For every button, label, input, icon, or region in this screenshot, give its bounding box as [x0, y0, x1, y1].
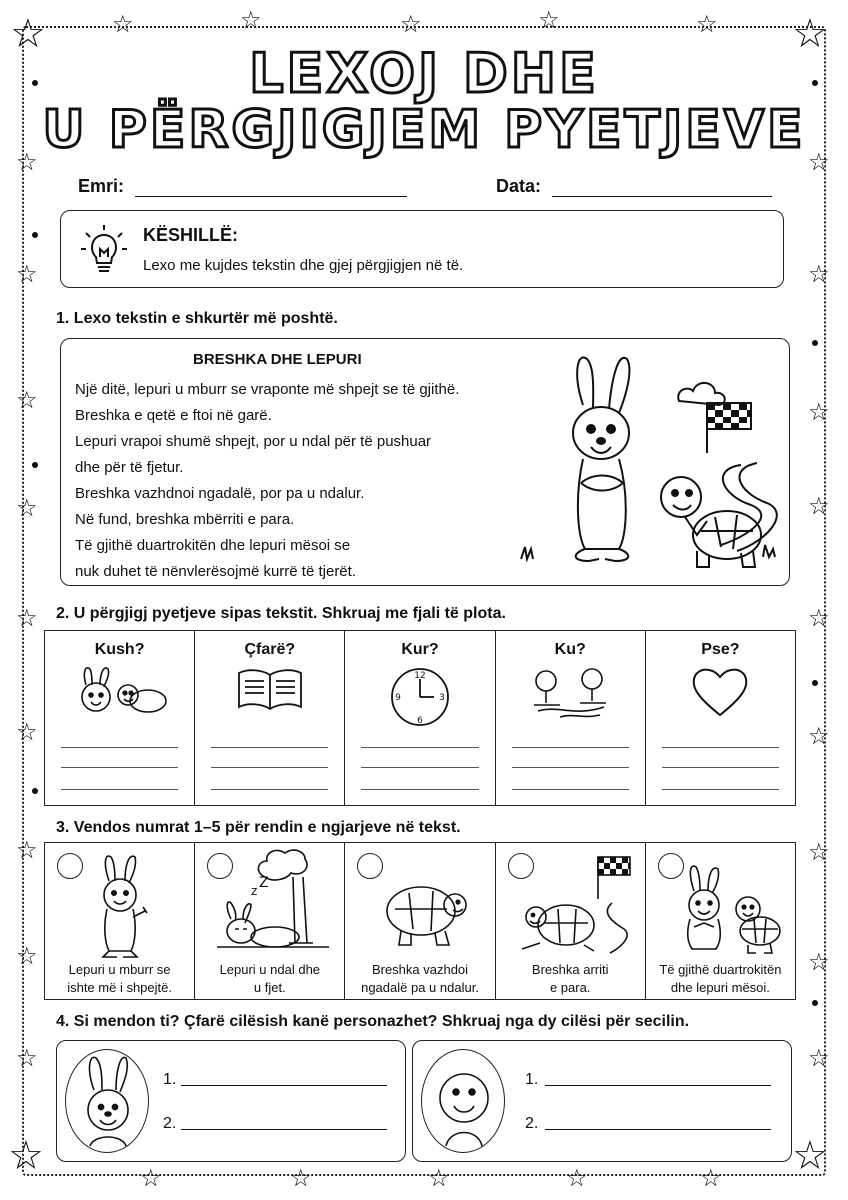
- sequence-card: [496, 843, 646, 999]
- star-icon: ☆: [16, 260, 38, 288]
- open-book-icon: [235, 665, 305, 715]
- caption-line: dhe lepuri mësoi.: [670, 980, 770, 995]
- sequence-caption: [650, 961, 791, 997]
- star-icon: ☆: [16, 718, 38, 746]
- caption-line: Lepuri u ndal dhe: [219, 962, 321, 977]
- star-icon: ☆: [16, 148, 38, 176]
- dot-decoration: [812, 340, 818, 346]
- question-cell-who: [45, 631, 195, 805]
- star-icon: ☆: [16, 1044, 38, 1072]
- svg-text:6: 6: [417, 716, 423, 726]
- caption-line: ishte më i shpejtë.: [67, 980, 172, 995]
- star-icon: ☆: [808, 1044, 830, 1072]
- sequence-card: [646, 843, 795, 999]
- dot-decoration: [32, 462, 38, 468]
- star-icon: ☆: [808, 604, 830, 632]
- name-label: Emri:: [78, 176, 125, 196]
- date-field: [496, 176, 772, 197]
- trait-number: 2.: [525, 1115, 539, 1132]
- star-icon: ☆: [400, 10, 422, 38]
- order-number-circle[interactable]: [57, 853, 83, 879]
- star-icon: ☆: [16, 836, 38, 864]
- star-icon: ☆: [112, 10, 134, 38]
- question-grid: [44, 630, 796, 806]
- answer-line[interactable]: [662, 789, 779, 790]
- star-icon: ☆: [808, 492, 830, 520]
- trees-path-icon: [530, 665, 610, 719]
- answer-line[interactable]: [211, 789, 328, 790]
- star-icon: ☆: [808, 948, 830, 976]
- question-cell-why: [646, 631, 795, 805]
- caption-line: u fjet.: [253, 980, 286, 995]
- turtle-portrait: [421, 1049, 505, 1153]
- tip-box: [60, 210, 784, 288]
- proud-rabbit-illustration: [85, 851, 155, 959]
- question-4-prompt: 4. Si mendon ti? Çfarë cilësish kanë personazhet? Shkruaj nga dy cilësi për secilin.: [56, 1013, 690, 1030]
- answer-line[interactable]: [211, 767, 328, 768]
- trait-number: 2.: [163, 1115, 177, 1132]
- question-cell-where: [496, 631, 646, 805]
- order-number-circle[interactable]: [357, 853, 383, 879]
- question-2-prompt: 2. U përgjigj pyetjeve sipas tekstit. Shkruaj me fjali të plota.: [56, 605, 506, 622]
- story-line: dhe për të fjetur.: [75, 459, 184, 476]
- sequence-caption: [500, 961, 641, 997]
- clapping-rabbit-turtle-illustration: [664, 863, 788, 955]
- sleeping-rabbit-illustration: [213, 847, 333, 957]
- star-icon: ☆: [428, 1164, 450, 1192]
- heart-icon: [690, 665, 750, 719]
- dot-decoration: [812, 680, 818, 686]
- turtle-finish-illustration: [514, 853, 638, 957]
- star-icon: ☆: [8, 1133, 44, 1179]
- star-icon: ☆: [700, 1164, 722, 1192]
- star-icon: ☆: [808, 722, 830, 750]
- story-line: nuk duhet të nënvlerësojmë kurrë të tjerët.: [75, 563, 356, 580]
- answer-line[interactable]: [512, 789, 629, 790]
- story-line: Breshka vazhdnoi ngadalë, por pa u ndalur.: [75, 485, 365, 502]
- sequence-card: [45, 843, 195, 999]
- question-word: Çfarë?: [244, 641, 296, 658]
- answer-line[interactable]: [61, 789, 178, 790]
- trait-number: 1.: [163, 1071, 177, 1088]
- answer-line[interactable]: [61, 747, 178, 748]
- star-icon: ☆: [566, 1164, 588, 1192]
- worksheet-title-line2: U PËRGJIGJEM PYETJEVE: [42, 100, 806, 160]
- caption-line: e para.: [549, 980, 591, 995]
- caption-line: Breshka arriti: [531, 962, 609, 977]
- caption-line: Të gjithë duartrokitën: [659, 962, 782, 977]
- rabbit-face-icon: [66, 1050, 149, 1153]
- clock-icon: [388, 665, 452, 729]
- answer-line[interactable]: [361, 747, 478, 748]
- star-icon: ☆: [16, 386, 38, 414]
- answer-line[interactable]: [361, 789, 478, 790]
- star-icon: ☆: [16, 942, 38, 970]
- tip-title: KËSHILLË:: [143, 225, 239, 245]
- answer-line[interactable]: [512, 747, 629, 748]
- date-write-line[interactable]: [552, 181, 772, 197]
- sequence-cards: [44, 842, 796, 1000]
- trait-number: 1.: [525, 1071, 539, 1088]
- answer-line[interactable]: [361, 767, 478, 768]
- dot-decoration: [32, 788, 38, 794]
- star-icon: ☆: [808, 838, 830, 866]
- question-word: Pse?: [701, 641, 740, 658]
- star-icon: ☆: [16, 604, 38, 632]
- star-icon: ☆: [808, 148, 830, 176]
- dot-decoration: [812, 1000, 818, 1006]
- question-cell-when: [345, 631, 495, 805]
- answer-line[interactable]: [211, 747, 328, 748]
- dot-decoration: [32, 232, 38, 238]
- svg-text:9: 9: [395, 693, 401, 703]
- sequence-card: [345, 843, 495, 999]
- question-word: Kur?: [401, 641, 439, 658]
- story-line: Të gjithë duartrokitën dhe lepuri mësoi se: [75, 537, 351, 554]
- walking-turtle-illustration: [381, 873, 471, 953]
- star-icon: ☆: [808, 260, 830, 288]
- star-icon: ☆: [792, 11, 828, 57]
- story-line: Breshka e qetë e ftoi në garë.: [75, 407, 272, 424]
- lightbulb-icon: [79, 223, 129, 277]
- star-icon: ☆: [16, 494, 38, 522]
- svg-text:z: z: [251, 884, 258, 898]
- turtle-traits-box: [412, 1040, 792, 1162]
- story-title: BRESHKA DHE LEPURI: [193, 351, 362, 368]
- question-3-prompt: 3. Vendos numrat 1–5 për rendin e ngjarjeve në tekst.: [56, 819, 461, 836]
- caption-line: Lepuri u mburr se: [68, 962, 171, 977]
- answer-line[interactable]: [662, 767, 779, 768]
- star-icon: ☆: [808, 398, 830, 426]
- star-icon: ☆: [696, 10, 718, 38]
- question-word: Ku?: [554, 641, 586, 658]
- story-box: [60, 338, 790, 586]
- rabbit-turtle-race-illustration: [501, 345, 785, 581]
- sequence-caption: [49, 961, 190, 997]
- svg-text:12: 12: [414, 671, 426, 681]
- trait-write-line[interactable]: [181, 1085, 387, 1086]
- trait-write-line[interactable]: [545, 1129, 771, 1130]
- name-field: [78, 176, 407, 197]
- star-icon: ☆: [140, 1164, 162, 1192]
- star-icon: ☆: [290, 1164, 312, 1192]
- turtle-face-icon: [422, 1050, 505, 1153]
- story-line: Lepuri vrapoi shumë shpejt, por u ndal për të pushuar: [75, 433, 432, 450]
- sequence-caption: [349, 961, 490, 997]
- tip-text: Lexo me kujdes tekstin dhe gjej përgjigjen në të.: [143, 257, 464, 274]
- answer-line[interactable]: [512, 767, 629, 768]
- question-1-prompt: 1. Lexo tekstin e shkurtër më poshtë.: [56, 310, 338, 327]
- star-icon: ☆: [240, 6, 262, 34]
- trait-write-line[interactable]: [181, 1129, 387, 1130]
- star-icon: ☆: [10, 11, 46, 57]
- answer-line[interactable]: [61, 767, 178, 768]
- caption-line: ngadalë pa u ndalur.: [361, 980, 479, 995]
- rabbit-traits-box: [56, 1040, 406, 1162]
- name-write-line[interactable]: [135, 181, 407, 197]
- story-line: Një ditë, lepuri u mburr se vraponte më shpejt se të gjithë.: [75, 381, 460, 398]
- svg-text:Z: Z: [259, 875, 269, 891]
- rabbit-turtle-icon: [70, 665, 170, 715]
- star-icon: ☆: [792, 1133, 828, 1179]
- sequence-card: [195, 843, 345, 999]
- story-line: Në fund, breshka mbërriti e para.: [75, 511, 295, 528]
- question-cell-what: [195, 631, 345, 805]
- caption-line: Breshka vazhdoi: [371, 962, 469, 977]
- star-icon: ☆: [538, 6, 560, 34]
- story-text: [75, 377, 459, 585]
- date-label: Data:: [496, 176, 542, 196]
- answer-line[interactable]: [662, 747, 779, 748]
- question-word: Kush?: [94, 641, 145, 658]
- sequence-caption: [199, 961, 340, 997]
- rabbit-portrait: [65, 1049, 149, 1153]
- trait-write-line[interactable]: [545, 1085, 771, 1086]
- page-border: [22, 26, 828, 1179]
- worksheet-title-line1: LEXOJ DHE: [249, 42, 599, 105]
- svg-text:3: 3: [439, 693, 445, 703]
